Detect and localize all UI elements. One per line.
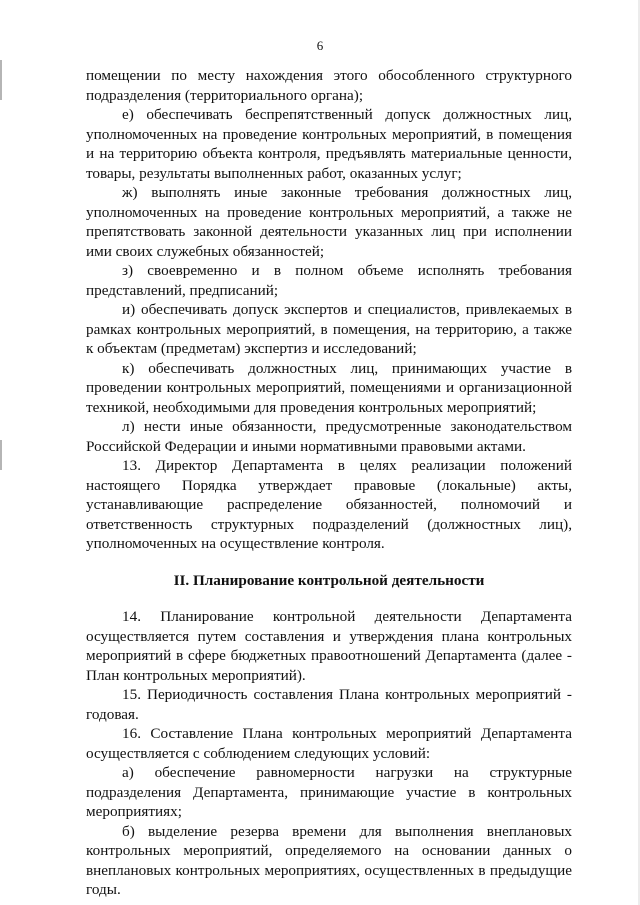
- list-item-z: з) своевременно и в полном объеме исполнять требования представлений, предписаний;: [86, 262, 572, 299]
- list-item-a: а) обеспечение равномерности нагрузки на структурные подразделения Департамента, принимающие участие в контрольных мероприятиях;: [86, 764, 572, 820]
- clause-14: 14. Планирование контрольной деятельности Департамента осуществляется путем составления и утверждения плана контрольных мероприятий в сфере бюджетных правоотношений Департамента (далее - План контрольных мероприятий).: [86, 608, 572, 684]
- clause-16: 16. Составление Плана контрольных мероприятий Департамента осуществляется с соблюдением следующих условий:: [86, 725, 572, 762]
- list-item-b: б) выделение резерва времени для выполнения внеплановых контрольных мероприятий, определяемого на основании данных о внеплановых контрольных мероприятиях, осуществленных в предыдущие годы.: [86, 822, 572, 898]
- list-item-l: л) нести иные обязанности, предусмотренные законодательством Российской Федерации и иными нормативными правовыми актами.: [86, 418, 572, 455]
- list-item-i: и) обеспечивать допуск экспертов и специалистов, привлекаемых в рамках контрольных мероприятий, в помещения, на территорию, а также к объектам (предметам) экспертиз и исследований;: [86, 301, 572, 357]
- clause-15: 15. Периодичность составления Плана контрольных мероприятий - годовая.: [86, 686, 572, 723]
- list-item-k: к) обеспечивать должностных лиц, принимающих участие в проведении контрольных мероприятий, помещениями и организационной техникой, необходимыми для проведения контрольных мероприятий;: [86, 359, 572, 416]
- paragraph: помещении по месту нахождения этого обособленного структурного подразделения (территориального органа);: [86, 67, 572, 104]
- list-item-zh: ж) выполнять иные законные требования должностных лиц, уполномоченных на проведение контрольных мероприятий, а также не препятствовать законной деятельности указанных лиц при исполнении ими своих служебных обязанностей;: [86, 184, 572, 260]
- section-heading: II. Планирование контрольной деятельности: [173, 571, 485, 589]
- clause-13: 13. Директор Департамента в целях реализации положений настоящего Порядка утверждает правовые (локальные) акты, устанавливающие распределение обязанностей, полномочий и ответственность структурных подразделений (должностных лиц), уполномоченных на осуществление контроля.: [86, 457, 572, 552]
- document-body: [86, 66, 572, 900]
- scan-edge-mark: [0, 60, 2, 100]
- list-item-e: е) обеспечивать беспрепятственный допуск должностных лиц, уполномоченных на проведение контрольных мероприятий, в помещения и на территорию объекта контроля, предъявлять материальные ценности, товары, результаты выполненных работ, оказанных услуг;: [86, 106, 572, 182]
- page-number: 6: [316, 38, 324, 53]
- scan-edge-mark: [0, 440, 2, 470]
